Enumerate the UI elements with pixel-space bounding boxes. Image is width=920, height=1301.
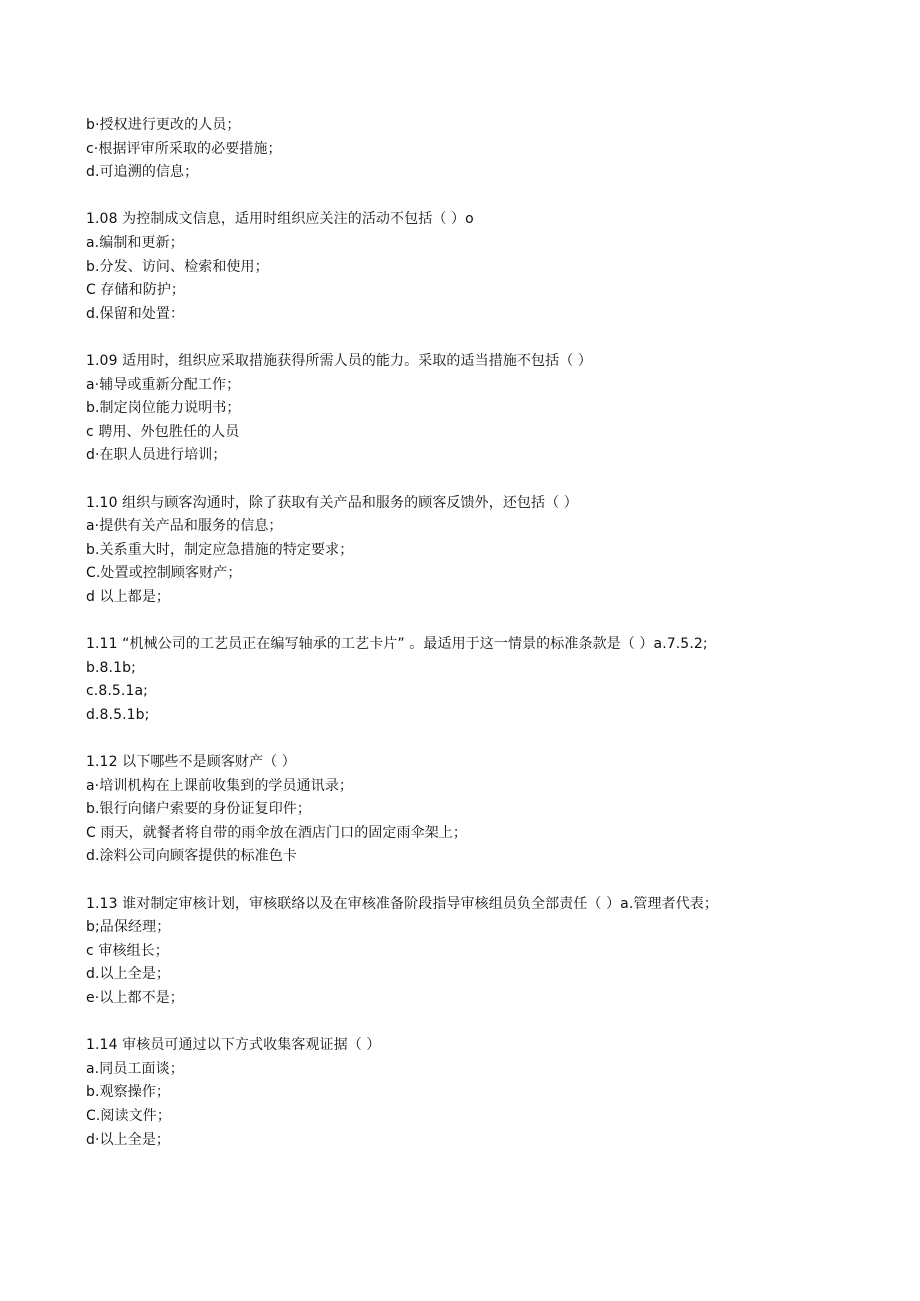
option-d: d.可追溯的信息； <box>86 164 199 181</box>
spacer <box>86 1011 886 1035</box>
question-text: 1.11 “机械公司的工艺员正在编写轴承的工艺卡片” 。最适用于这一情景的标准条款是（ ）a.7.5.2; <box>86 636 708 653</box>
question-block-1-07-options <box>86 114 886 185</box>
document-page <box>86 114 886 1152</box>
question-block-1-13 <box>86 893 886 1011</box>
option-c: C 雨天，就餐者将自带的雨伞放在酒店门口的固定雨伞架上； <box>86 824 468 841</box>
question-block-1-09 <box>86 350 886 468</box>
spacer <box>86 609 886 633</box>
option-c: c.8.5.1a; <box>86 683 148 700</box>
option-c: c·根据评审所采取的必要措施； <box>86 140 282 157</box>
option-d: d.8.5.1b; <box>86 706 150 723</box>
option-b: b.分发、访问、检索和使用； <box>86 258 269 275</box>
option-d: d.以上全是； <box>86 966 171 983</box>
question-block-1-10 <box>86 492 886 610</box>
option-c: C.阅读文件； <box>86 1107 171 1124</box>
question-text: 1.13 谁对制定审核计划，审核联络以及在审核准备阶段指导审核组员负全部责任（ ）a.管理者代表； <box>86 895 718 912</box>
option-c: C 存储和防护； <box>86 282 186 299</box>
option-e: e·以上都不是； <box>86 989 184 1006</box>
option-c: c 审核组长； <box>86 942 169 959</box>
option-b: b.关系重大时，制定应急措施的特定要求； <box>86 541 354 558</box>
option-b: b;品保经理； <box>86 919 171 936</box>
spacer <box>86 326 886 350</box>
spacer <box>86 468 886 492</box>
spacer <box>86 185 886 209</box>
question-block-1-08 <box>86 208 886 326</box>
question-text: 1.08 为控制成文信息，适用时组织应关注的活动不包括（ ）o <box>86 211 474 228</box>
option-c: c 聘用、外包胜任的人员 <box>86 423 240 440</box>
option-a: a·提供有关产品和服务的信息； <box>86 518 283 535</box>
option-a: a.编制和更新； <box>86 234 184 251</box>
option-d: d.保留和处置： <box>86 305 185 322</box>
spacer <box>86 727 886 751</box>
option-d: d 以上都是； <box>86 588 171 605</box>
option-d: d.涂料公司向顾客提供的标准色卡 <box>86 848 297 865</box>
option-b: b.制定岗位能力说明书； <box>86 400 241 417</box>
option-a: a·辅导或重新分配工作； <box>86 376 241 393</box>
question-text: 1.09 适用时，组织应采取措施获得所需人员的能力。采取的适当措施不包括（ ） <box>86 352 592 369</box>
question-block-1-12 <box>86 751 886 869</box>
question-text: 1.12 以下哪些不是顾客财产（ ） <box>86 754 296 771</box>
option-b: b·授权进行更改的人员； <box>86 117 241 133</box>
option-c: C.处置或控制顾客财产； <box>86 565 242 582</box>
question-text: 1.14 审核员可通过以下方式收集客观证据（ ） <box>86 1037 381 1054</box>
option-a: a·培训机构在上课前收集到的学员通讯录； <box>86 777 354 794</box>
option-d: d·在职人员进行培训； <box>86 447 227 464</box>
option-b: b.银行向储户索要的身份证复印件； <box>86 801 312 818</box>
option-b: b.8.1b; <box>86 659 136 676</box>
spacer <box>86 869 886 893</box>
question-block-1-14 <box>86 1034 886 1152</box>
question-block-1-11 <box>86 633 886 727</box>
question-text: 1.10 组织与顾客沟通时，除了获取有关产品和服务的顾客反馈外，还包括（ ） <box>86 494 578 511</box>
option-a: a.同员工面谈； <box>86 1060 184 1077</box>
option-b: b.观察操作； <box>86 1084 171 1101</box>
option-d: d·以上全是； <box>86 1131 171 1148</box>
